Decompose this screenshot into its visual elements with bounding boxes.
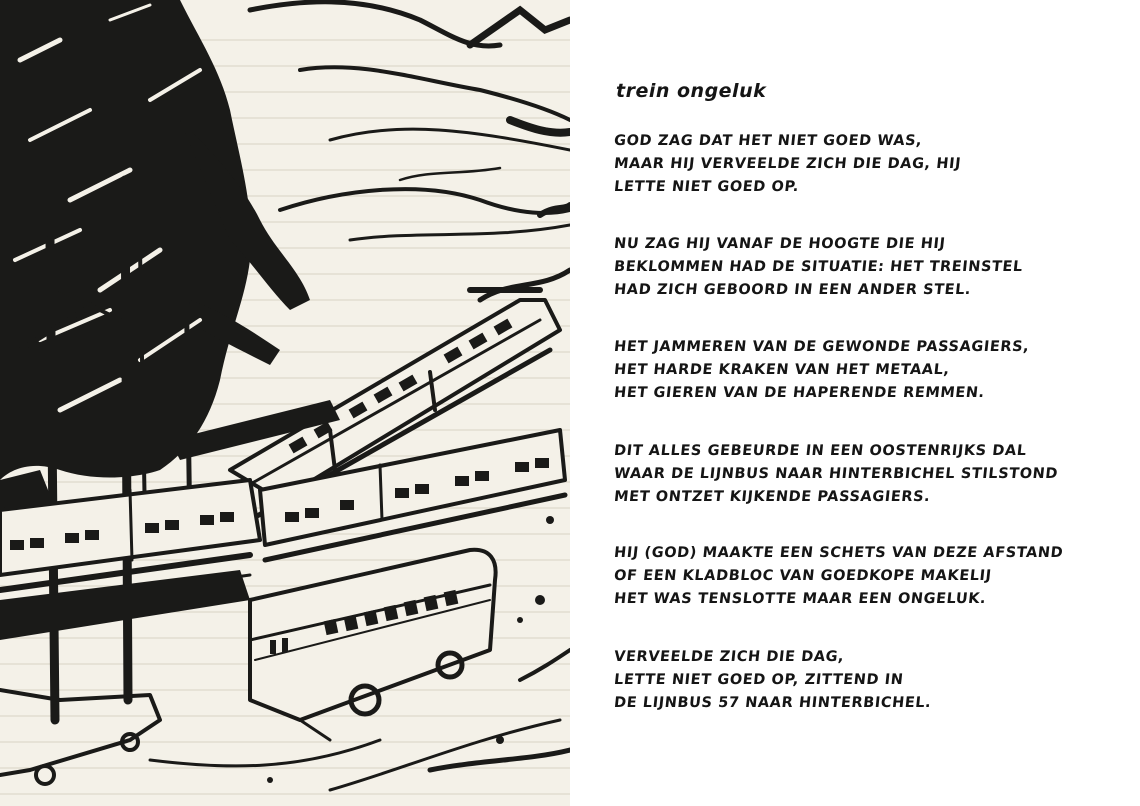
poem-line: DIT ALLES GEBEURDE IN EEN OOSTENRIJKS DAL <box>613 443 1028 459</box>
mountain-ridges <box>250 2 570 300</box>
poem-line: LETTE NIET GOED OP, ZITTEND IN <box>613 672 905 688</box>
poem-panel <box>570 0 1140 806</box>
poem-line: LETTE NIET GOED OP. <box>613 179 800 195</box>
poem-line: HAD ZICH GEBOORD IN EEN ANDER STEL. <box>613 282 972 298</box>
poem-line: HET HARDE KRAKEN VAN HET METAAL, <box>613 362 951 378</box>
stanza-5 <box>614 542 1063 611</box>
stanza-4 <box>614 440 1058 509</box>
poem-line: WAAR DE LIJNBUS NAAR HINTERBICHEL STILSTOND <box>613 466 1059 482</box>
poem-line: HIJ (GOD) MAAKTE EEN SCHETS VAN DEZE AFSTAND <box>613 545 1065 561</box>
poem-line: VERVEELDE ZICH DIE DAG, <box>613 649 846 665</box>
poem-line: HET WAS TENSLOTTE MAAR EEN ONGELUK. <box>613 591 988 607</box>
poem-line: BEKLOMMEN HAD DE SITUATIE: HET TREINSTEL <box>613 259 1024 275</box>
poem-line: NU ZAG HIJ VANAF DE HOOGTE DIE HIJ <box>613 236 947 252</box>
poem-line: MAAR HIJ VERVEELDE ZICH DIE DAG, HIJ <box>613 156 962 172</box>
poem-title: trein ongeluk <box>616 80 767 102</box>
stanza-3 <box>614 336 1029 405</box>
stanza-2 <box>614 233 1023 302</box>
poem-line: HET JAMMEREN VAN DE GEWONDE PASSAGIERS, <box>613 339 1031 355</box>
poem-line: DE LIJNBUS 57 NAAR HINTERBICHEL. <box>613 695 933 711</box>
poem-line: OF EEN KLADBLOC VAN GOEDKOPE MAKELIJ <box>613 568 993 584</box>
stanza-6 <box>614 646 931 715</box>
poem-line: GOD ZAG DAT HET NIET GOED WAS, <box>613 133 924 149</box>
stanza-1 <box>614 130 961 199</box>
poem-line: HET GIEREN VAN DE HAPERENDE REMMEN. <box>613 385 986 401</box>
poem-line: MET ONTZET KIJKENDE PASSAGIERS. <box>613 489 932 505</box>
